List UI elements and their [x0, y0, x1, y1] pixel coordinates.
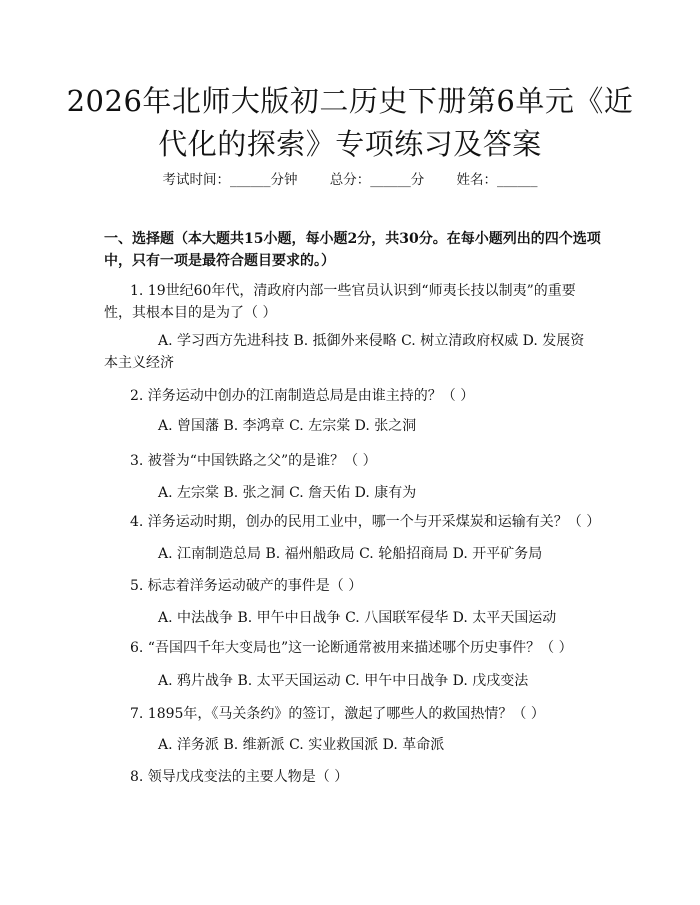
question-5-stem: 5. 标志着洋务运动破产的事件是（ ） — [130, 578, 363, 594]
page-title — [0, 80, 700, 166]
question-8-stem: 8. 领导戊戌变法的主要人物是（ ） — [130, 769, 349, 785]
question-2-stem: 2. 洋务运动中创办的江南制造总局是由谁主持的？（ ） — [130, 388, 475, 404]
title-line-1: 2026年北师大版初二历史下册第6单元《近 — [66, 84, 634, 118]
exam-meta — [0, 168, 700, 188]
question-2 — [104, 385, 598, 407]
exam-score: 总分：______分 — [329, 172, 425, 188]
question-3-options: A. 左宗棠 B. 张之洞 C. 詹天佑 D. 康有为 — [158, 485, 417, 501]
question-7 — [104, 703, 598, 725]
question-3 — [104, 450, 598, 472]
section-heading: 一、选择题（本大题共15小题，每小题2分，共30分。在每小题列出的四个选项中，只有一项是最符合题目要求的。） — [104, 231, 601, 269]
question-6 — [104, 637, 598, 659]
title-line-2: 代化的探索》专项练习及答案 — [158, 127, 542, 161]
question-4 — [104, 511, 601, 533]
question-6-options: A. 鸦片战争 B. 太平天国运动 C. 甲午中日战争 D. 戊戌变法 — [158, 673, 529, 689]
exam-name: 姓名：______ — [456, 172, 538, 188]
question-2-options: A. 曾国藩 B. 李鸿章 C. 左宗棠 D. 张之洞 — [158, 418, 417, 434]
question-4-stem: 4. 洋务运动时期，创办的民用工业中，哪一个与开采煤炭和运输有关？（ ） — [130, 514, 601, 530]
question-4-options: A. 江南制造总局 B. 福州船政局 C. 轮船招商局 D. 开平矿务局 — [158, 546, 543, 562]
question-1-stem: 1. 19世纪60年代，清政府内部一些官员认识到“师夷长技以制夷”的重要性，其根本目的是为了（ ） — [104, 283, 576, 321]
question-6-stem: 6. “吾国四千年大变局也”这一论断通常被用来描述哪个历史事件？（ ） — [130, 640, 573, 656]
question-3-stem: 3. 被誉为“中国铁路之父”的是谁？（ ） — [130, 453, 377, 469]
question-5-options: A. 中法战争 B. 甲午中日战争 C. 八国联军侵华 D. 太平天国运动 — [158, 610, 557, 626]
question-1 — [104, 280, 598, 324]
question-7-stem: 7. 1895年，《马关条约》的签订，激起了哪些人的救国热情？（ ） — [130, 706, 545, 722]
question-7-options: A. 洋务派 B. 维新派 C. 实业救国派 D. 革命派 — [158, 737, 445, 753]
question-8 — [104, 766, 598, 788]
question-5 — [104, 575, 598, 597]
question-1-options: A. 学习西方先进科技 B. 抵御外来侵略 C. 树立清政府权威 D. 发展资本主义经济 — [104, 333, 585, 371]
exam-time: 考试时间：______分钟 — [162, 172, 298, 188]
